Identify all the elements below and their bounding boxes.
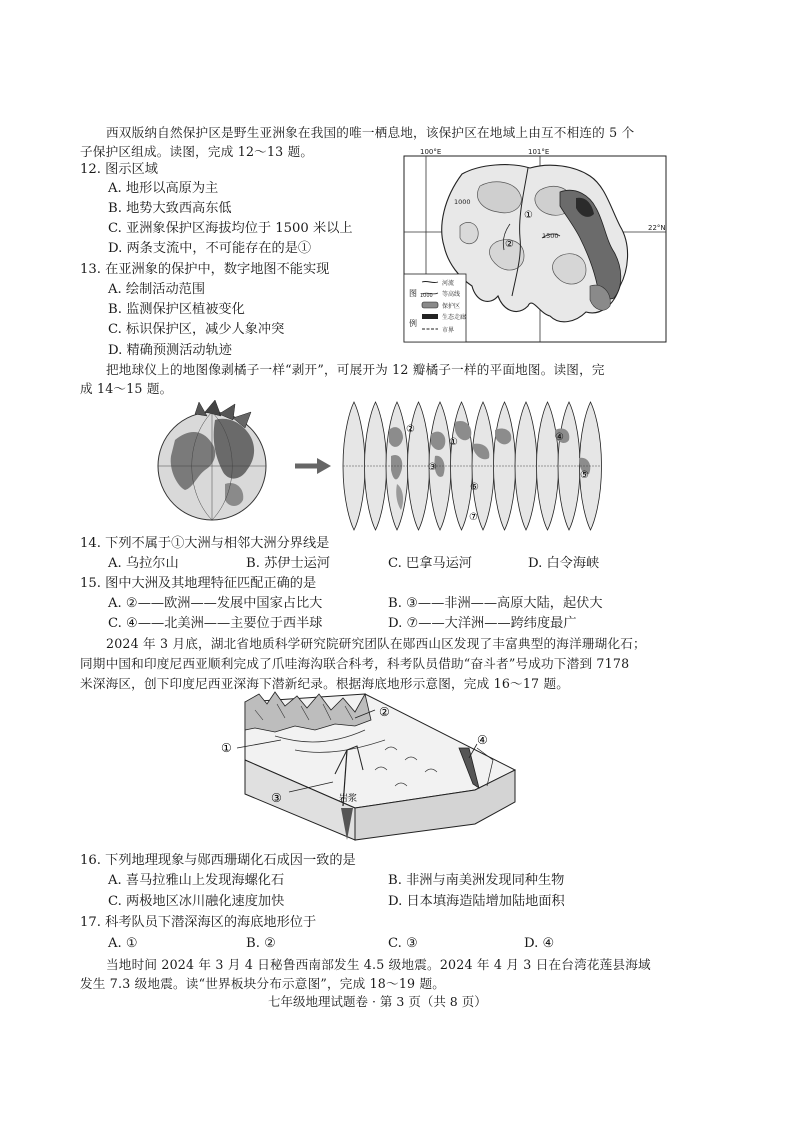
legend-title-bottom: 例 (409, 319, 417, 328)
q12-option-a: A. 地形以高原为主 (108, 181, 219, 196)
q14-stem: 14. 下列不属于①大洲与相邻大洲分界线是 (80, 536, 330, 551)
q15-stem: 15. 图中大洲及其地理特征匹配正确的是 (80, 576, 317, 591)
intro-16-17-line1: 2024 年 3 月底，湖北省地质科学研究院研究团队在郧西山区发现了丰富典型的海洋珊瑚化石； (106, 636, 646, 651)
q13-option-c: C. 标识保护区，减少人象冲突 (108, 322, 285, 337)
q16-option-b: B. 非洲与南美洲发现同种生物 (388, 873, 565, 888)
q14-option-c: C. 巴拿马运河 (388, 556, 472, 571)
globe (158, 400, 266, 520)
q12-stem: 12. 图示区域 (80, 162, 158, 177)
q15-option-b: B. ③——非洲——高原大陆，起伏大 (388, 596, 603, 611)
legend-item-contour: 等高线 (442, 291, 461, 298)
contour-label-1500: 1500 (542, 232, 559, 240)
q14-option-d: D. 白令海峡 (528, 556, 600, 571)
legend-item-protected: 保护区 (442, 303, 461, 310)
seafloor-marker-2: ② (379, 705, 390, 719)
xishuangbanna-map (400, 146, 670, 346)
q13-stem: 13. 在亚洲象的保护中，数字地图不能实现 (80, 262, 330, 277)
seafloor-marker-3: ③ (271, 791, 282, 805)
page-footer: 七年级地理试题卷 · 第 3 页（共 8 页） (268, 994, 487, 1009)
intro-16-17-line3: 米深海区，创下印度尼西亚深海下潜新纪录。根据海底地形示意图，完成 16～17 题。 (80, 676, 570, 691)
q15-option-d: D. ⑦——大洋洲——跨纬度最广 (388, 616, 577, 631)
gore-marker-7: ⑦ (469, 512, 478, 523)
contour-label-1000: 1000 (454, 198, 471, 206)
arrow-icon (317, 458, 331, 474)
q13-option-a: A. 绘制活动范围 (108, 282, 206, 297)
legend-contour-value: 1000 (420, 293, 433, 299)
gore-marker-3: ③ (428, 462, 437, 473)
q13-option-b: B. 监测保护区植被变化 (108, 302, 245, 317)
gore-marker-5: ⑤ (580, 470, 589, 481)
intro-18-19-line1: 当地时间 2024 年 3 月 4 日秘鲁西南部发生 4.5 级地震。2024 年 4 月 3 日在台湾花莲县海域 (106, 957, 651, 972)
lon-100-label: 100°E (420, 148, 442, 156)
gore-marker-2: ② (406, 424, 415, 435)
q16-stem: 16. 下列地理现象与郧西珊瑚化石成因一致的是 (80, 853, 356, 868)
gore-marker-6: ⑥ (470, 482, 479, 493)
map-marker-2: ② (505, 239, 514, 250)
legend-title-top: 图 (409, 289, 417, 298)
q17-option-d: D. ④ (524, 936, 555, 951)
q12-option-c: C. 亚洲象保护区海拔均位于 1500 米以上 (108, 221, 353, 236)
q16-option-a: A. 喜马拉雅山上发现海螺化石 (108, 873, 285, 888)
q14-option-b: B. 苏伊士运河 (246, 556, 331, 571)
intro-14-15-line1: 把地球仪上的地图像剥橘子一样“剥开”，可展开为 12 瓣橘子一样的平面地图。读图，完 (106, 362, 605, 377)
intro-16-17-line2: 同期中国和印度尼西亚顺利完成了爪哇海沟联合科考，科考队员借助“奋斗者”号成功下潜到 7178 (80, 656, 630, 671)
legend-item-city-boundary: 市界 (442, 327, 455, 334)
intro-12-13-line2: 子保护区组成。读图，完成 12～13 题。 (80, 144, 314, 159)
q16-option-d: D. 日本填海造陆增加陆地面积 (388, 894, 565, 909)
q12-option-d: D. 两条支流中，不可能存在的是① (108, 241, 312, 256)
q17-stem: 17. 科考队员下潜深海区的海底地形位于 (80, 915, 317, 930)
q15-option-c: C. ④——北美洲——主要位于西半球 (108, 616, 323, 631)
intro-12-13-line1: 西双版纳自然保护区是野生亚洲象在我国的唯一栖息地，该保护区在地域上由互不相连的 5 个 (106, 125, 635, 140)
seafloor-marker-4: ④ (477, 733, 488, 747)
q13-option-d: D. 精确预测活动轨迹 (108, 343, 232, 358)
gore-marker-4: ④ (555, 432, 564, 443)
gore-marker-1: ① (449, 437, 458, 448)
intro-14-15-line2: 成 14～15 题。 (80, 381, 173, 396)
q16-option-c: C. 两极地区冰川融化速度加快 (108, 894, 285, 909)
lon-101-label: 101°E (528, 148, 550, 156)
globe-gores-figure (155, 400, 605, 532)
q17-option-b: B. ② (246, 936, 276, 951)
q14-option-a: A. 乌拉尔山 (108, 556, 179, 571)
map-marker-1: ① (524, 210, 533, 221)
lat-22-label: 22°N (648, 224, 666, 232)
seafloor-diagram (215, 690, 535, 850)
legend-item-river: 河流 (442, 280, 455, 287)
gores-strip (343, 402, 602, 530)
intro-18-19-line2: 发生 7.3 级地震。读“世界板块分布示意图”，完成 18～19 题。 (80, 976, 446, 991)
q17-option-c: C. ③ (388, 936, 418, 951)
q15-option-a: A. ②——欧洲——发展中国家占比大 (108, 596, 323, 611)
legend-item-corridor: 生态走廊 (442, 314, 467, 321)
seafloor-marker-1: ① (221, 741, 232, 755)
q17-option-a: A. ① (108, 936, 138, 951)
q12-option-b: B. 地势大致西高东低 (108, 201, 232, 216)
magma-label: 岩浆 (339, 794, 358, 804)
